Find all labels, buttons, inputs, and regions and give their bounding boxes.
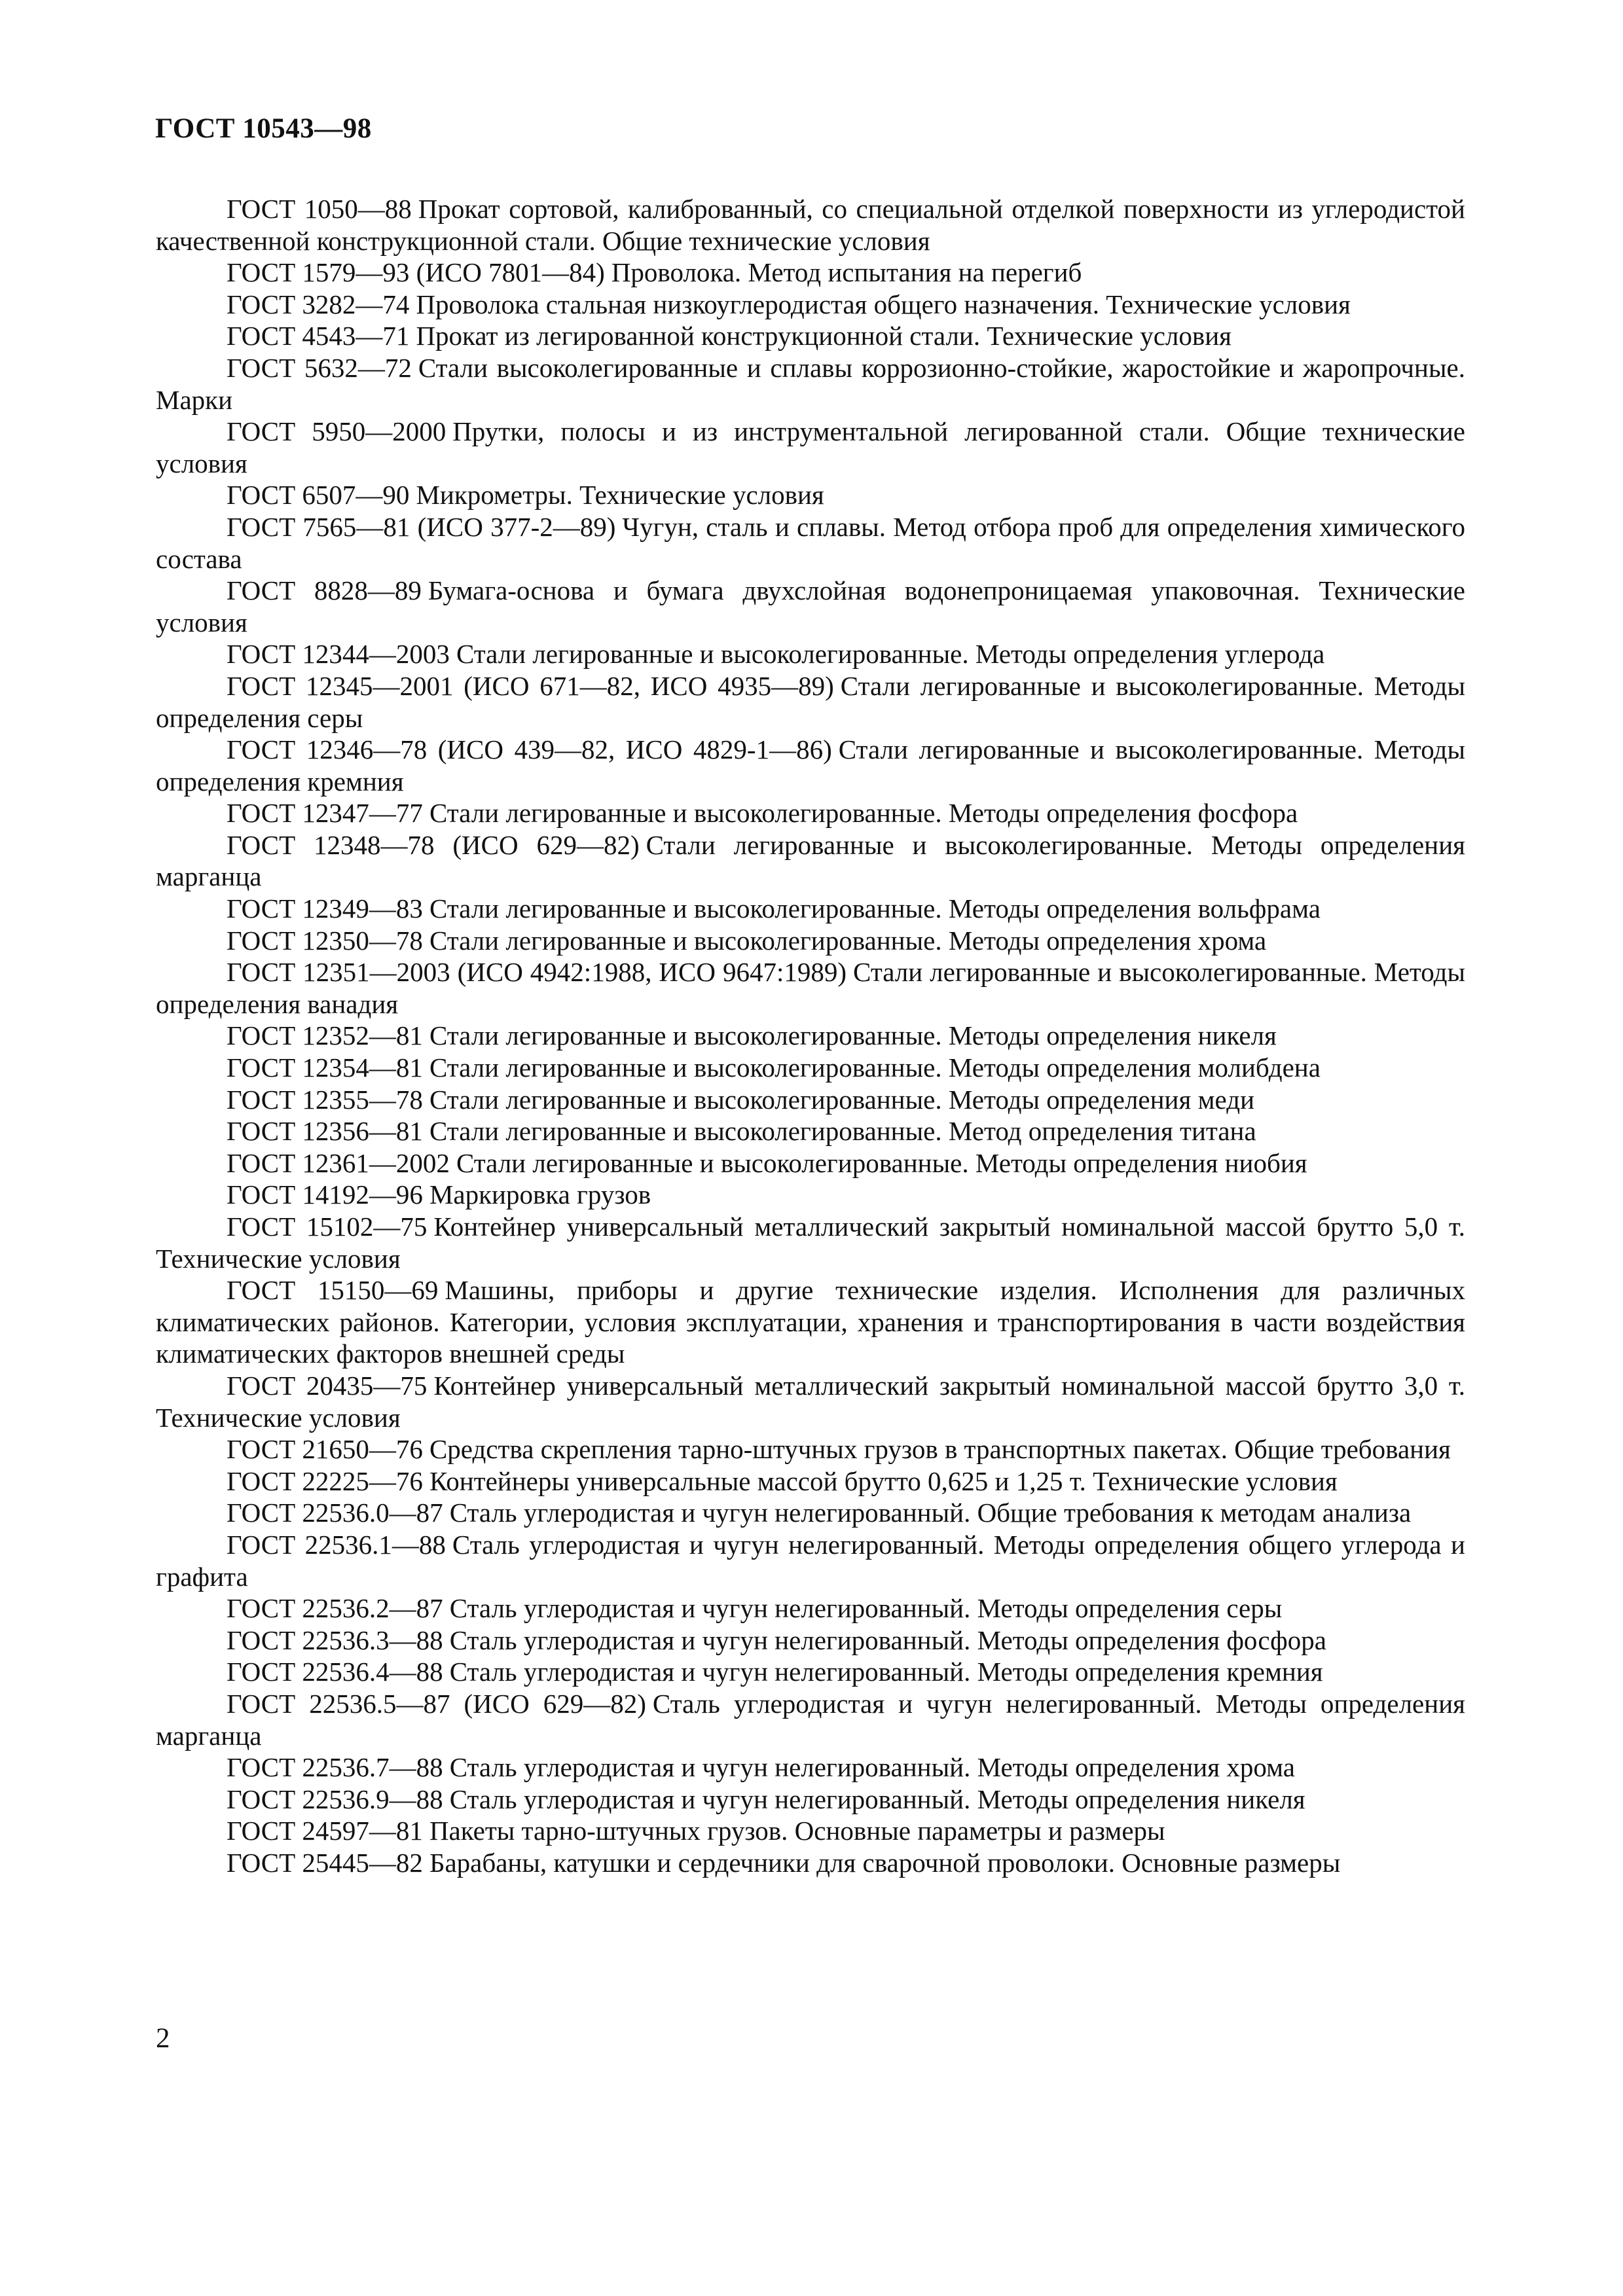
reference-entry (156, 1179, 1465, 1211)
reference-code: ГОСТ 12354—81 (227, 1052, 423, 1083)
reference-code: ГОСТ 15150—69 (227, 1275, 439, 1306)
document-header: ГОСТ 10543—98 (155, 113, 372, 144)
reference-entry (156, 511, 1465, 575)
reference-entry (156, 575, 1465, 638)
reference-title: Стали высоколегированные и сплавы коррозионно-стойкие, жаростойкие и жаропрочные. Марки (156, 352, 1465, 415)
reference-entry (156, 193, 1465, 257)
reference-code: ГОСТ 8828—89 (227, 575, 422, 606)
reference-entry (156, 1115, 1465, 1147)
reference-code: ГОСТ 22536.3—88 (227, 1624, 443, 1655)
reference-title: Проволока. Метод испытания на перегиб (611, 257, 1082, 288)
reference-title: Стали легированные и высоколегированные. Метод определения титана (429, 1116, 1256, 1147)
reference-entry (156, 1084, 1465, 1116)
reference-code: ГОСТ 12349—83 (227, 893, 423, 924)
reference-entry (156, 1052, 1465, 1084)
reference-code: ГОСТ 6507—90 (227, 480, 410, 511)
reference-title: Прокат сортовой, калиброванный, со специальной отделкой поверхности из углеродистой качественной конструкционной стали. Общие технические условия (156, 194, 1466, 256)
reference-code: ГОСТ 1050—88 (227, 194, 412, 224)
reference-title: Стали легированные и высоколегированные. Методы определения никеля (429, 1020, 1277, 1051)
reference-code: ГОСТ 12345—2001 (ИСО 671—82, ИСО 4935—89) (227, 670, 834, 701)
reference-title: Стали легированные и высоколегированные. Методы определения молибдена (429, 1052, 1321, 1083)
reference-code: ГОСТ 22536.7—88 (227, 1752, 443, 1783)
reference-title: Стали легированные и высоколегированные. Методы определения вольфрама (429, 893, 1321, 924)
reference-code: ГОСТ 22536.1—88 (227, 1529, 446, 1560)
reference-title: Прутки, полосы и из инструментальной легированной стали. Общие технические условия (156, 416, 1465, 478)
reference-title: Сталь углеродистая и чугун нелегированный. Методы определения никеля (449, 1784, 1305, 1814)
reference-title: Чугун, сталь и сплавы. Метод отбора проб для определения химического состава (156, 511, 1465, 574)
reference-title: Маркировка грузов (429, 1179, 651, 1210)
reference-title: Сталь углеродистая и чугун нелегированный. Методы определения марганца (156, 1688, 1465, 1751)
reference-title: Сталь углеродистая и чугун нелегированный. Методы определения кремния (449, 1657, 1323, 1687)
reference-code: ГОСТ 20435—75 (227, 1370, 428, 1401)
reference-code: ГОСТ 25445—82 (227, 1847, 423, 1878)
reference-entry (156, 638, 1465, 670)
reference-code: ГОСТ 1579—93 (ИСО 7801—84) (227, 257, 605, 288)
reference-code: ГОСТ 7565—81 (ИСО 377-2—89) (227, 511, 616, 542)
reference-title: Стали легированные и высоколегированные. Методы определения марганца (156, 829, 1465, 892)
reference-title: Сталь углеродистая и чугун нелегированный. Методы определения хрома (449, 1752, 1295, 1783)
reference-code: ГОСТ 12356—81 (227, 1116, 423, 1147)
reference-entry (156, 1784, 1465, 1816)
reference-code: ГОСТ 22225—76 (227, 1465, 423, 1496)
reference-entry (156, 1147, 1465, 1179)
reference-code: ГОСТ 12361—2002 (227, 1147, 450, 1178)
reference-title: Стали легированные и высоколегированные. Методы определения ниобия (456, 1147, 1307, 1178)
reference-code: ГОСТ 15102—75 (227, 1211, 428, 1242)
reference-title: Контейнеры универсальные массой брутто 0,625 и 1,25 т. Технические условия (429, 1465, 1338, 1496)
reference-code: ГОСТ 22536.0—87 (227, 1498, 443, 1528)
reference-entry (156, 1688, 1465, 1751)
reference-entry (156, 352, 1465, 416)
reference-entry (156, 1815, 1465, 1847)
reference-entry (156, 797, 1465, 829)
page-number: 2 (156, 2023, 170, 2054)
reference-title: Сталь углеродистая и чугун нелегированный. Методы определения серы (449, 1593, 1283, 1624)
reference-title: Бумага-основа и бумага двухслойная водонепроницаемая упаковочная. Технические условия (156, 575, 1465, 637)
reference-entry (156, 829, 1465, 893)
reference-entry (156, 416, 1465, 479)
reference-title: Стали легированные и высоколегированные. Методы определения кремния (156, 734, 1466, 797)
reference-title: Барабаны, катушки и сердечники для сварочной проволоки. Основные размеры (429, 1847, 1341, 1878)
reference-code: ГОСТ 12348—78 (ИСО 629—82) (227, 829, 640, 860)
reference-title: Стали легированные и высоколегированные. Методы определения серы (156, 670, 1466, 733)
reference-code: ГОСТ 22536.4—88 (227, 1657, 443, 1687)
normative-references-list (156, 193, 1465, 1878)
reference-entry (156, 1751, 1465, 1784)
reference-entry (156, 1274, 1465, 1370)
reference-title: Стали легированные и высоколегированные. Методы определения хрома (429, 925, 1267, 956)
reference-code: ГОСТ 12352—81 (227, 1020, 423, 1051)
reference-code: ГОСТ 22536.9—88 (227, 1784, 443, 1814)
reference-entry (156, 289, 1465, 321)
reference-code: ГОСТ 5950—2000 (227, 416, 447, 447)
reference-title: Машины, приборы и другие технические изделия. Исполнения для различных климатических районов. Категории, условия эксплуатации, хранения и транспортирования в части воздействия климатических факторов внешней среды (156, 1275, 1466, 1369)
reference-title: Сталь углеродистая и чугун нелегированный. Методы определения общего углерода и графита (156, 1529, 1465, 1592)
reference-entry (156, 1465, 1465, 1498)
reference-title: Сталь углеродистая и чугун нелегированный. Методы определения фосфора (449, 1624, 1326, 1655)
reference-code: ГОСТ 3282—74 (227, 289, 410, 319)
reference-code: ГОСТ 12350—78 (227, 925, 423, 956)
reference-entry (156, 1847, 1465, 1879)
reference-code: ГОСТ 14192—96 (227, 1179, 423, 1210)
reference-entry (156, 1020, 1465, 1052)
reference-entry (156, 320, 1465, 352)
reference-title: Пакеты тарно-штучных грузов. Основные параметры и размеры (429, 1816, 1165, 1846)
reference-code: ГОСТ 5632—72 (227, 352, 412, 383)
reference-entry (156, 1433, 1465, 1465)
reference-entry (156, 1529, 1465, 1592)
reference-code: ГОСТ 24597—81 (227, 1816, 423, 1846)
reference-entry (156, 479, 1465, 511)
reference-title: Стали легированные и высоколегированные. Методы определения углерода (456, 639, 1325, 670)
reference-code: ГОСТ 21650—76 (227, 1434, 423, 1465)
reference-entry (156, 893, 1465, 925)
reference-title: Сталь углеродистая и чугун нелегированный. Общие требования к методам анализа (449, 1498, 1412, 1528)
reference-title: Стали легированные и высоколегированные. Методы определения меди (429, 1084, 1255, 1115)
reference-code: ГОСТ 12344—2003 (227, 639, 450, 670)
reference-title: Стали легированные и высоколегированные. Методы определения фосфора (429, 798, 1298, 829)
reference-entry (156, 1656, 1465, 1688)
reference-entry (156, 1497, 1465, 1529)
reference-entry (156, 925, 1465, 957)
reference-entry (156, 956, 1465, 1020)
reference-title: Стали легированные и высоколегированные. Методы определения ванадия (156, 957, 1466, 1019)
reference-title: Прокат из легированной конструкционной стали. Технические условия (416, 321, 1232, 351)
reference-title: Контейнер универсальный металлический закрытый номинальной массой брутто 5,0 т. Технические условия (156, 1211, 1465, 1274)
reference-title: Проволока стальная низкоуглеродистая общего назначения. Технические условия (416, 289, 1351, 319)
reference-code: ГОСТ 12347—77 (227, 798, 423, 829)
reference-entry (156, 670, 1465, 734)
reference-code: ГОСТ 12346—78 (ИСО 439—82, ИСО 4829-1—86) (227, 734, 832, 765)
reference-title: Средства скрепления тарно-штучных грузов в транспортных пакетах. Общие требования (429, 1434, 1451, 1465)
reference-code: ГОСТ 4543—71 (227, 321, 410, 351)
reference-entry (156, 1624, 1465, 1657)
reference-title: Контейнер универсальный металлический закрытый номинальной массой брутто 3,0 т. Технические условия (156, 1370, 1465, 1433)
reference-entry (156, 1592, 1465, 1624)
reference-entry (156, 257, 1465, 289)
reference-title: Микрометры. Технические условия (416, 480, 824, 511)
reference-entry (156, 1370, 1465, 1433)
reference-code: ГОСТ 22536.2—87 (227, 1593, 443, 1624)
reference-entry (156, 734, 1465, 797)
reference-code: ГОСТ 22536.5—87 (ИСО 629—82) (227, 1688, 646, 1719)
reference-code: ГОСТ 12355—78 (227, 1084, 423, 1115)
reference-code: ГОСТ 12351—2003 (ИСО 4942:1988, ИСО 9647:1989) (227, 957, 847, 988)
reference-entry (156, 1211, 1465, 1274)
